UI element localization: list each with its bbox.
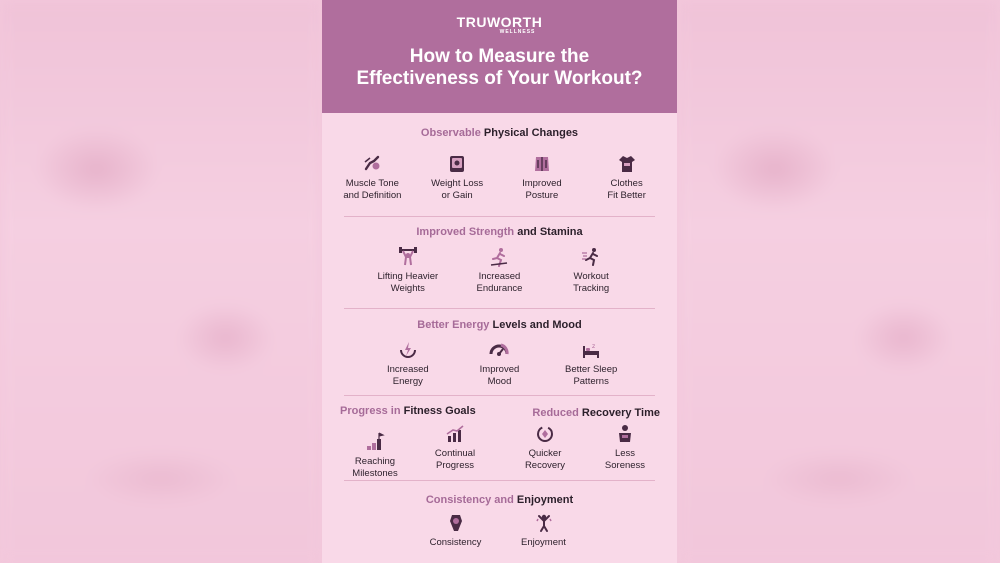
energy-icon xyxy=(398,340,418,360)
soreness-icon xyxy=(615,424,635,444)
item-endurance: Increased Endurance xyxy=(459,247,539,295)
section-progress-goals xyxy=(340,405,490,480)
bed-icon xyxy=(581,340,601,360)
item-quicker-recovery: Quicker Recovery xyxy=(510,424,580,472)
item-lifting: Lifting Heavier Weights xyxy=(368,247,448,295)
posture-icon xyxy=(532,154,552,174)
section-recovery-time xyxy=(510,407,660,472)
section-physical-changes xyxy=(322,127,677,202)
runner-icon xyxy=(489,247,509,267)
mood-gauge-icon xyxy=(489,340,509,360)
item-clothes: Clothes Fit Better xyxy=(587,154,667,202)
brand-logo: TRUWORTH xyxy=(456,14,543,30)
title-line-2: Effectiveness of Your Workout? xyxy=(356,68,643,89)
muscle-icon xyxy=(362,154,382,174)
divider xyxy=(344,480,655,481)
section-consistency-enjoyment xyxy=(322,494,677,549)
item-milestones: Reaching Milestones xyxy=(340,424,410,480)
item-energy: Increased Energy xyxy=(368,340,448,388)
section-title: Progress in Fitness Goals xyxy=(340,405,476,417)
title-line-1: How to Measure the xyxy=(409,46,590,67)
milestone-steps-icon xyxy=(365,432,385,452)
divider xyxy=(344,308,655,309)
item-less-soreness: Less Soreness xyxy=(590,424,660,472)
consistency-icon xyxy=(446,513,466,533)
shirt-icon xyxy=(617,154,637,174)
item-continual-progress: Continual Progress xyxy=(420,424,490,472)
section-title: Better Energy Levels and Mood xyxy=(417,319,582,331)
divider xyxy=(344,216,655,217)
weightlifter-icon xyxy=(398,247,418,267)
enjoyment-icon xyxy=(534,513,554,533)
blurred-background-right xyxy=(678,0,1000,563)
brand-subtitle: WELLNESS xyxy=(499,29,536,35)
item-muscle-tone: Muscle Tone and Definition xyxy=(332,154,412,202)
item-tracking: Workout Tracking xyxy=(551,247,631,295)
section-title: Consistency and Enjoyment xyxy=(425,494,574,506)
bar-chart-icon xyxy=(445,424,465,444)
section-title: Observable Physical Changes xyxy=(420,127,579,139)
item-consistency: Consistency xyxy=(416,513,496,549)
blurred-background-left xyxy=(0,0,322,563)
divider xyxy=(344,395,655,396)
section-energy-mood xyxy=(322,319,677,388)
item-posture: Improved Posture xyxy=(502,154,582,202)
scale-icon xyxy=(447,154,467,174)
infographic-header xyxy=(322,0,677,113)
sprinter-icon xyxy=(581,247,601,267)
item-enjoyment: Enjoyment xyxy=(504,513,584,549)
infographic-card xyxy=(322,0,677,563)
item-mood: Improved Mood xyxy=(459,340,539,388)
recovery-cycle-icon xyxy=(535,424,555,444)
svg-text:z: z xyxy=(592,343,596,350)
section-strength-stamina xyxy=(322,226,677,295)
page-title xyxy=(322,46,677,90)
section-title: Reduced Recovery Time xyxy=(532,407,660,419)
section-title: Improved Strength and Stamina xyxy=(416,226,583,238)
item-weight: Weight Loss or Gain xyxy=(417,154,497,202)
item-sleep: z Better Sleep Patterns xyxy=(551,340,631,388)
